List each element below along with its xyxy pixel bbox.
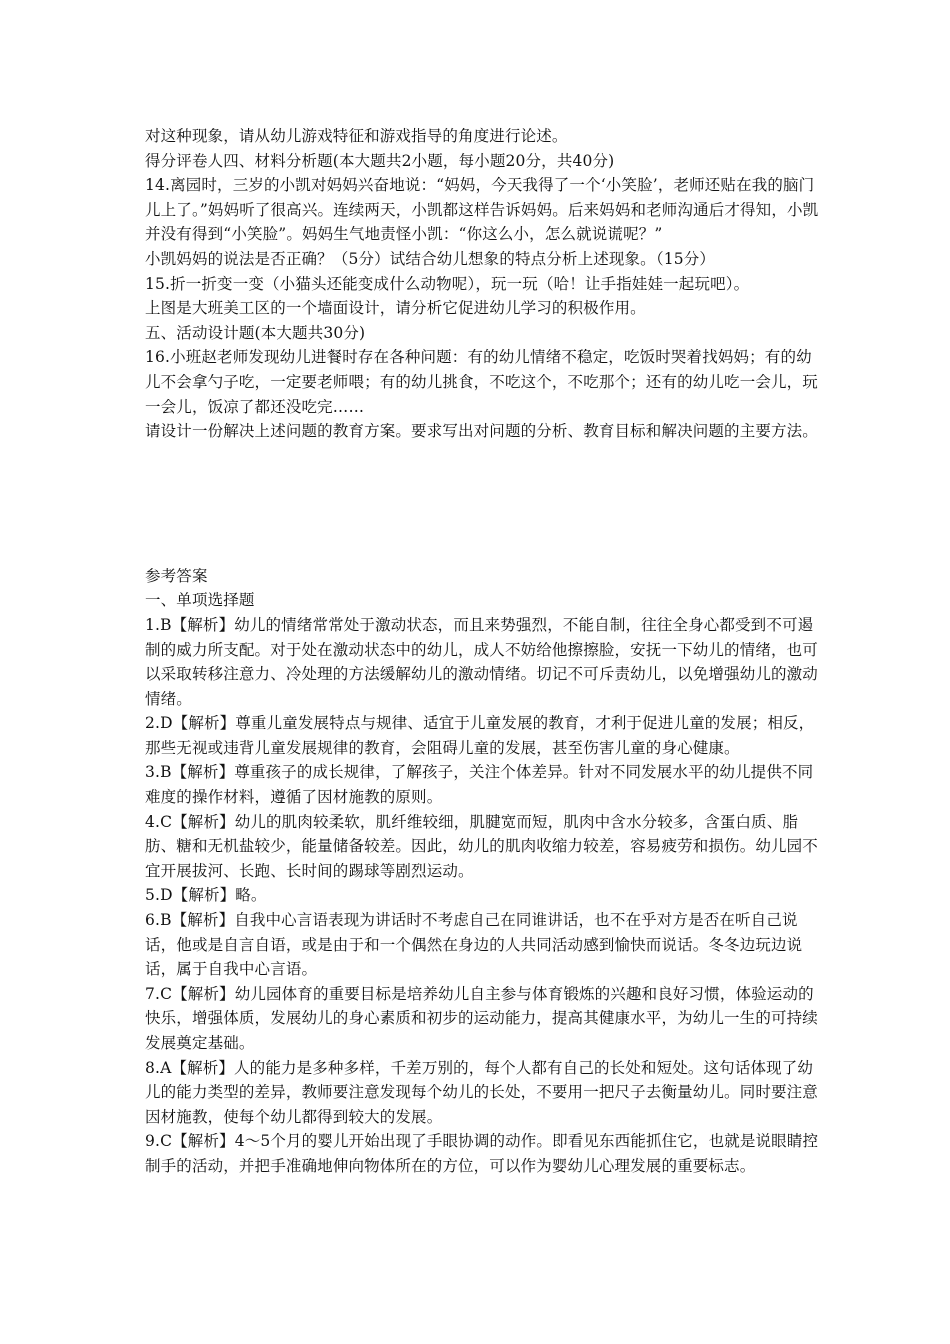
answer-6: 6.B【解析】自我中心言语表现为讲话时不考虑自己在同谁讲话，也不在乎对方是否在听自己说话，他或是自言自语，或是由于和一个偶然在身边的人共同活动感到愉快而说话。冬冬边玩边说话，属于自我中心言语。: [145, 911, 803, 979]
document-page: [145, 124, 825, 1179]
question-16-prompt: 请设计一份解决上述问题的教育方案。要求写出对问题的分析、教育目标和解决问题的主要方法。: [145, 422, 818, 441]
question-14-prompt: 小凯妈妈的说法是否正确？（5分）试结合幼儿想象的特点分析上述现象。（15分）: [145, 249, 716, 268]
section-heading-activity-design: 五、活动设计题(本大题共30分): [145, 323, 366, 342]
answers-section-heading: 一、单项选择题: [145, 591, 255, 610]
question-14: 14.离园时，三岁的小凯对妈妈兴奋地说：“妈妈，今天我得了一个‘小笑脸’，老师还贴在我的脑门儿上了。”妈妈听了很高兴。连续两天，小凯都这样告诉妈妈。后来妈妈和老师沟通后才得知，小凯并没有得到“小笑脸”。妈妈生气地责怪小凯：“你这么小，怎么就说谎呢？”: [145, 176, 819, 244]
blank-space: [145, 444, 825, 564]
answer-9: 9.C【解析】4～5个月的婴儿开始出现了手眼协调的动作。即看见东西能抓住它，也就是说眼睛控制手的活动，并把手准确地伸向物体所在的方位，可以作为婴幼儿心理发展的重要标志。: [145, 1132, 819, 1175]
answer-8: 8.A【解析】人的能力是多种多样，千差万别的，每个人都有自己的长处和短处。这句话体现了幼儿的能力类型的差异，教师要注意发现每个幼儿的长处，不要用一把尺子去衡量幼儿。同时要注意因材施教，使每个幼儿都得到较大的发展。: [145, 1058, 818, 1126]
answer-2: 2.D【解析】尊重儿童发展特点与规律、适宜于儿童发展的教育，才利于促进儿童的发展；相反，那些无视或违背儿童发展规律的教育，会阻碍儿童的发展，甚至伤害儿童的身心健康。: [145, 714, 815, 757]
answer-5: 5.D【解析】略。: [145, 886, 267, 905]
question-15-prompt: 上图是大班美工区的一个墙面设计，请分析它促进幼儿学习的积极作用。: [145, 299, 646, 318]
question-15: 15.折一折变一变（小猫头还能变成什么动物呢），玩一玩（哈！让手指娃娃一起玩吧）。: [145, 274, 750, 293]
answer-4: 4.C【解析】幼儿的肌肉较柔软，肌纤维较细，肌腱宽而短，肌肉中含水分较多，含蛋白质、脂肪、糖和无机盐较少，能量储备较差。因此，幼儿的肌肉收缩力较差，容易疲劳和损伤。幼儿园不宜开展拔河、长跑、长时间的踢球等剧烈运动。: [145, 812, 818, 880]
answer-7: 7.C【解析】幼儿园体育的重要目标是培养幼儿自主参与体育锻炼的兴趣和良好习惯，体验运动的快乐，增强体质，发展幼儿的身心素质和初步的运动能力，提高其健康水平，为幼儿一生的可持续发展奠定基础。: [145, 984, 818, 1052]
question-paragraph: 对这种现象，请从幼儿游戏特征和游戏指导的角度进行论述。: [145, 127, 568, 145]
answers-heading: 参考答案: [145, 566, 208, 585]
section-heading-material-analysis: 得分评卷人四、材料分析题(本大题共2小题，每小题20分，共40分): [145, 151, 615, 170]
answer-3: 3.B【解析】尊重孩子的成长规律，了解孩子，关注个体差异。针对不同发展水平的幼儿提供不同难度的操作材料，遵循了因材施教的原则。: [145, 763, 814, 807]
question-16: 16.小班赵老师发现幼儿进餐时存在各种问题：有的幼儿情绪不稳定，吃饭时哭着找妈妈；有的幼儿不会拿勺子吃，一定要老师喂；有的幼儿挑食，不吃这个，不吃那个；还有的幼儿吃一会儿，玩一会儿，饭凉了都还没吃完……: [145, 348, 818, 416]
answer-1: 1.B【解析】幼儿的情绪常常处于激动状态，而且来势强烈，不能自制，往往全身心都受到不可遏制的威力所支配。对于处在激动状态中的幼儿，成人不妨给他擦擦脸，安抚一下幼儿的情绪，也可以采取转移注意力、冷处理的方法缓解幼儿的激动情绪。切记不可斥责幼儿，以免增强幼儿的激动情绪。: [145, 615, 818, 708]
